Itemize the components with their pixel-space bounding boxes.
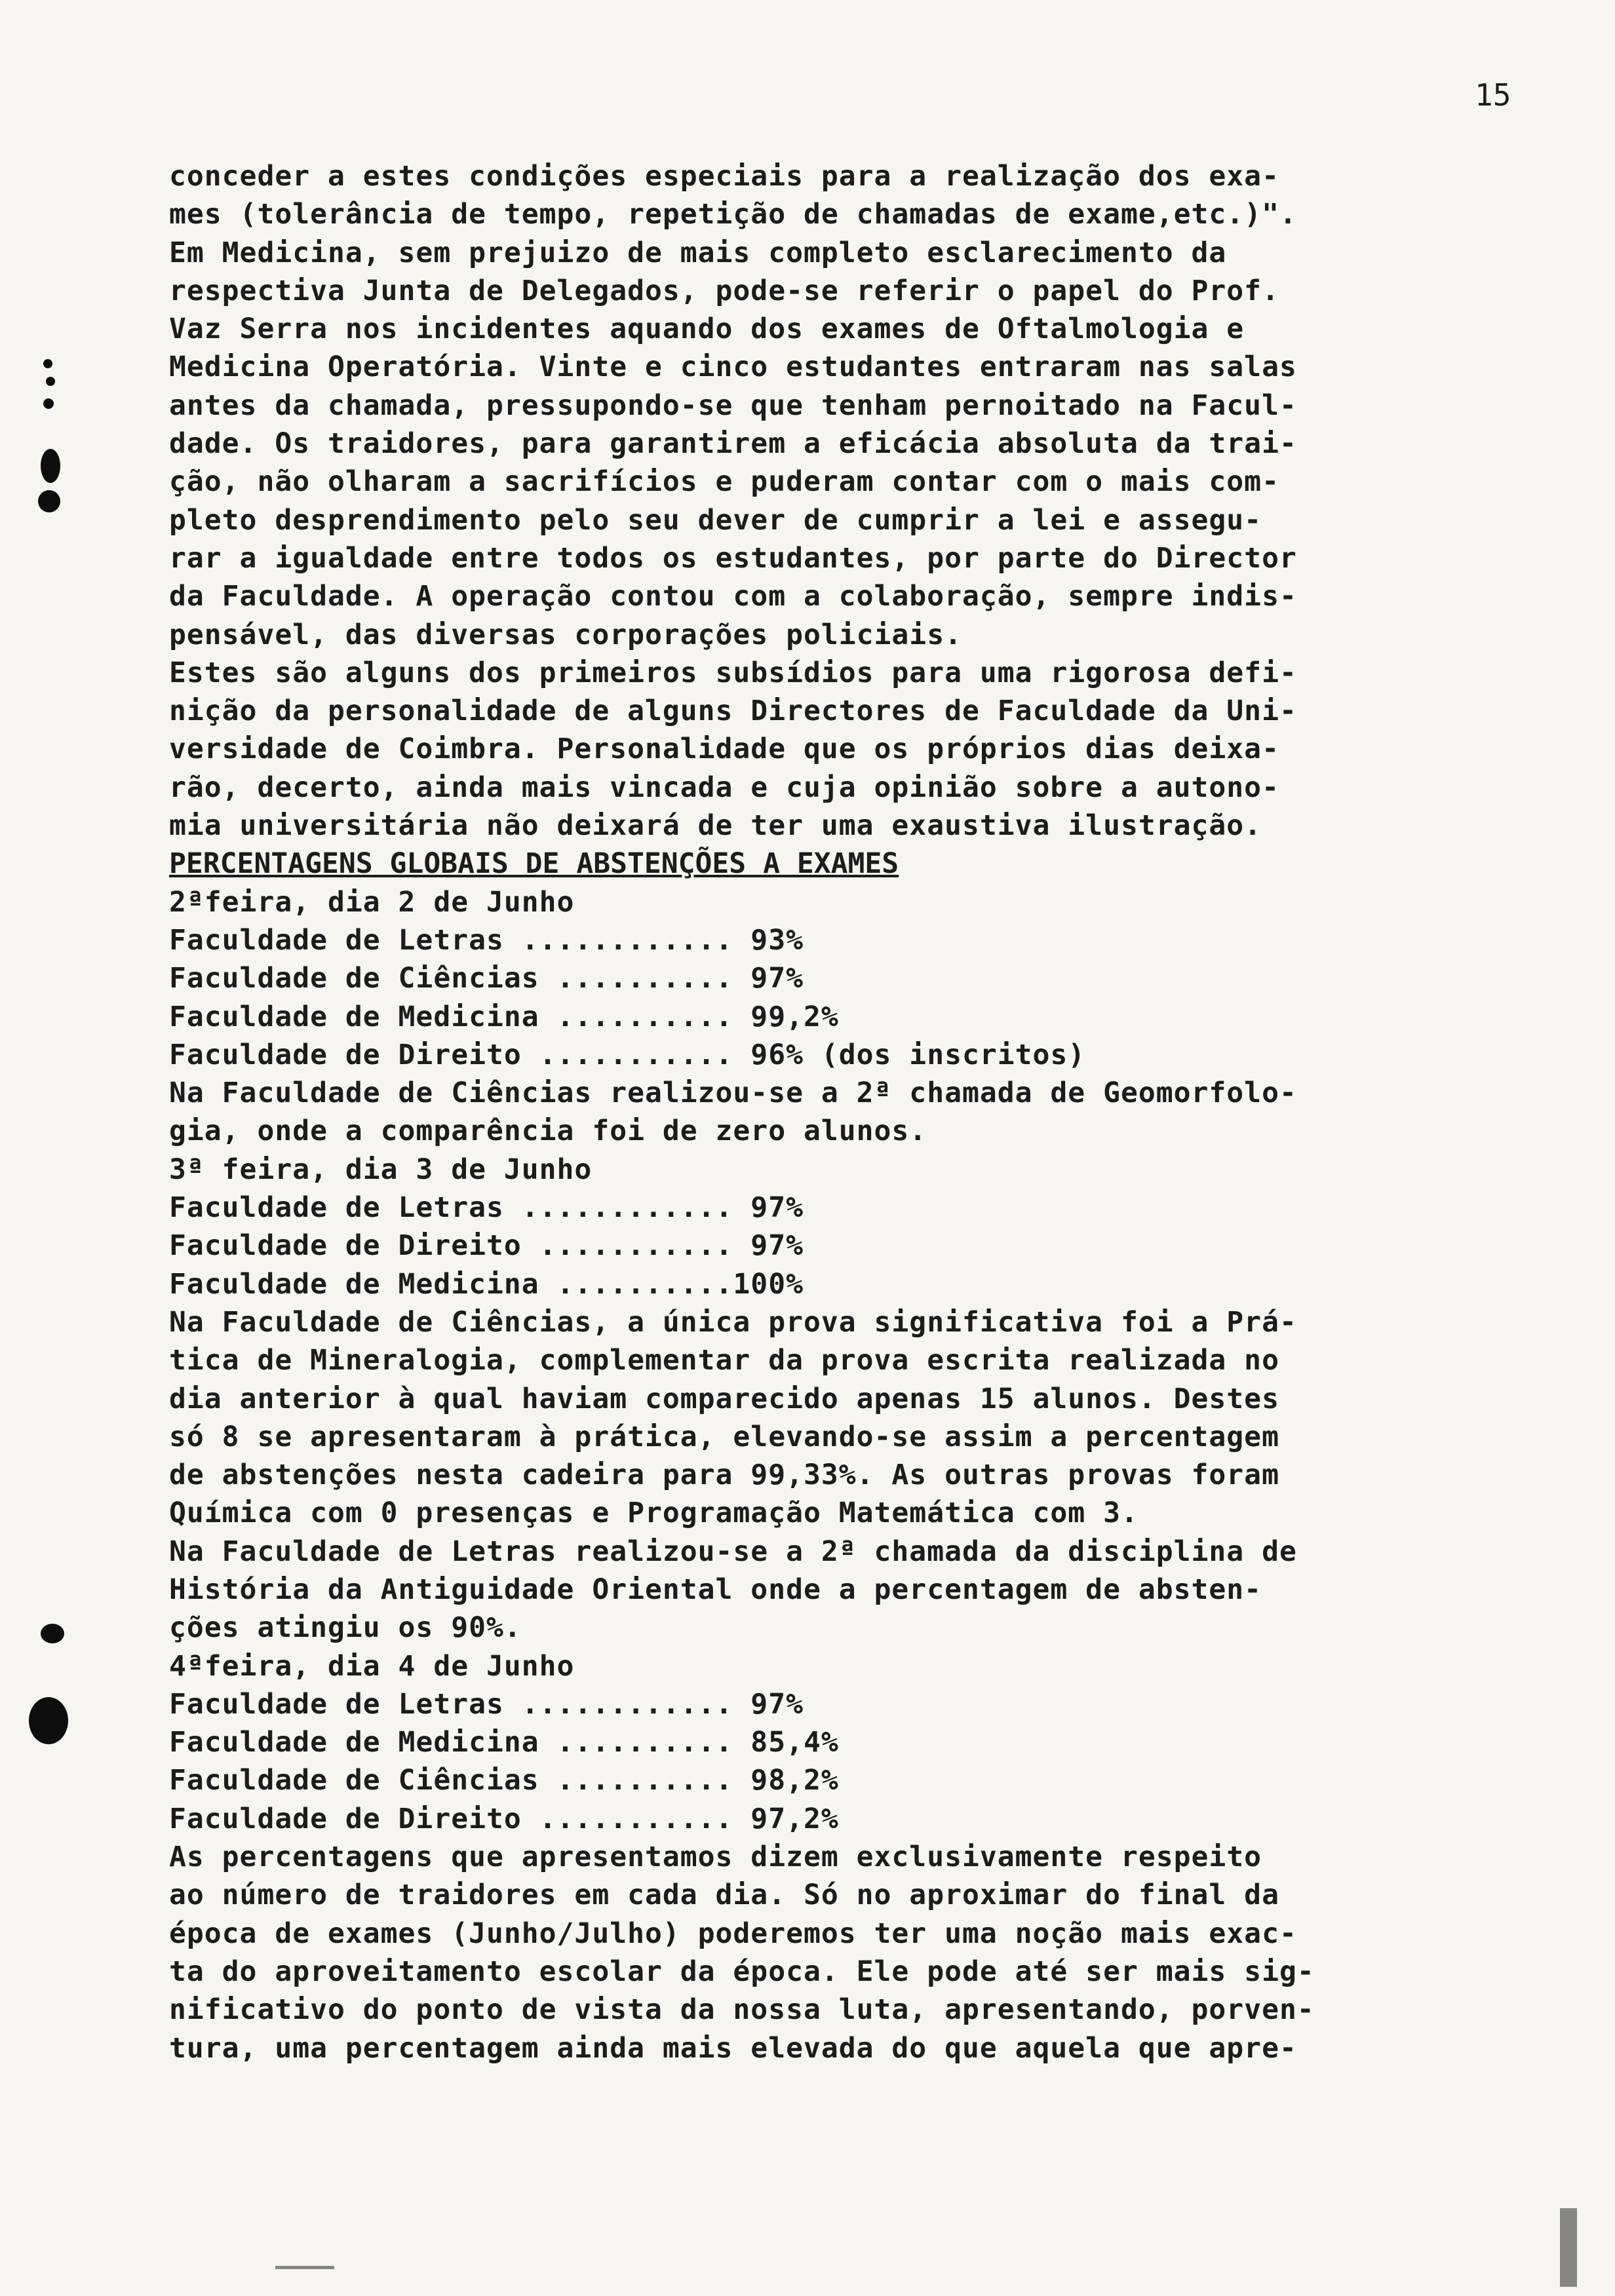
punch-hole-mark [46, 377, 55, 386]
document-text [169, 157, 1532, 2067]
text-line: Em Medicina, sem prejuizo de mais completo esclarecimento da [169, 236, 1227, 269]
text-line: gia, onde a comparência foi de zero alunos. [169, 1115, 927, 1148]
text-line: Medicina Operatória. Vinte e cinco estudantes entraram nas salas [169, 351, 1297, 384]
text-line: respectiva Junta de Delegados, pode-se referir o papel do Prof. [169, 274, 1279, 307]
punch-hole-mark [43, 398, 54, 409]
punch-hole-mark [29, 1697, 68, 1744]
text-line: de abstenções nesta cadeira para 99,33%. As outras provas foram [169, 1459, 1279, 1492]
text-line: ta do aproveitamento escolar da época. Ele pode até ser mais sig- [169, 1955, 1315, 1988]
page-number: 15 [1475, 77, 1511, 113]
stats-line: Faculdade de Medicina .......... 99,2% [169, 1000, 839, 1033]
stats-line: Faculdade de Medicina .......... 85,4% [169, 1726, 839, 1759]
text-line: Química com 0 presenças e Programação Matemática com 3. [169, 1497, 1138, 1530]
stats-line: Faculdade de Direito ........... 97,2% [169, 1802, 839, 1835]
text-line: Estes são alguns dos primeiros subsídios para uma rigorosa defi- [169, 656, 1297, 689]
stats-line: Faculdade de Letras ............ 97% [169, 1687, 804, 1721]
text-line: ção, não olharam a sacrifícios e puderam contar com o mais com- [169, 465, 1279, 499]
punch-hole-mark [38, 490, 60, 512]
scan-artifact [1560, 2208, 1577, 2287]
text-line: da Faculdade. A operação contou com a colaboração, sempre indis- [169, 580, 1297, 613]
text-line: só 8 se apresentaram à prática, elevando-se assim a percentagem [169, 1420, 1279, 1453]
text-line: Na Faculdade de Ciências realizou-se a 2ª chamada de Geomorfolo- [169, 1077, 1297, 1110]
scan-artifact [275, 2266, 334, 2269]
stats-line: Faculdade de Medicina ..........100% [169, 1267, 804, 1301]
text-line: tura, uma percentagem ainda mais elevada do que aquela que apre- [169, 2031, 1297, 2065]
text-line: nificativo do ponto de vista da nossa luta, apresentando, porven- [169, 1993, 1315, 2027]
stats-line: Faculdade de Letras ............ 97% [169, 1191, 804, 1225]
day-heading: 3ª feira, dia 3 de Junho [169, 1153, 593, 1186]
section-heading: PERCENTAGENS GLOBAIS DE ABSTENÇÕES A EXAMES [169, 847, 899, 881]
text-line: Na Faculdade de Ciências, a única prova significativa foi a Prá- [169, 1305, 1297, 1339]
punch-hole-mark [43, 359, 52, 368]
text-line: mia universitária não deixará de ter uma exaustiva ilustração. [169, 809, 1262, 843]
stats-line: Faculdade de Direito ........... 96% (dos inscritos) [169, 1038, 1086, 1071]
text-line: dade. Os traidores, para garantirem a eficácia absoluta da trai- [169, 427, 1297, 461]
text-line: nição da personalidade de alguns Directores de Faculdade da Uni- [169, 695, 1297, 728]
text-line: Vaz Serra nos incidentes aquando dos exames de Oftalmologia e [169, 313, 1245, 346]
text-line: dia anterior à qual haviam comparecido apenas 15 alunos. Destes [169, 1382, 1279, 1415]
text-line: pensável, das diversas corporações policiais. [169, 618, 962, 651]
text-line: pleto desprendimento pelo seu dever de cumprir a lei e assegu- [169, 503, 1262, 537]
text-line: rão, decerto, ainda mais vincada e cuja opinião sobre a autono- [169, 771, 1279, 804]
text-line: rar a igualdade entre todos os estudantes, por parte do Director [169, 541, 1297, 575]
text-line: mes (tolerância de tempo, repetição de chamadas de exame,etc.)". [169, 198, 1297, 231]
text-line: antes da chamada, pressupondo-se que tenham pernoitado na Facul- [169, 389, 1297, 422]
text-line: As percentagens que apresentamos dizem exclusivamente respeito [169, 1841, 1262, 1874]
text-line: ao número de traidores em cada dia. Só no aproximar do final da [169, 1879, 1279, 1912]
stats-line: Faculdade de Direito ........... 97% [169, 1229, 804, 1263]
stats-line: Faculdade de Letras ............ 93% [169, 923, 804, 957]
text-line: conceder a estes condições especiais para a realização dos exa- [169, 160, 1279, 193]
stats-line: Faculdade de Ciências .......... 98,2% [169, 1764, 839, 1797]
punch-hole-mark [41, 1624, 64, 1643]
text-line: época de exames (Junho/Julho) poderemos ter uma noção mais exac- [169, 1917, 1297, 1950]
day-heading: 4ªfeira, dia 4 de Junho [169, 1649, 575, 1683]
text-line: Na Faculdade de Letras realizou-se a 2ª chamada da disciplina de [169, 1535, 1297, 1568]
text-line: versidade de Coimbra. Personalidade que os próprios dias deixa- [169, 733, 1279, 766]
stats-line: Faculdade de Ciências .......... 97% [169, 962, 804, 995]
text-line: História da Antiguidade Oriental onde a percentagem de absten- [169, 1573, 1262, 1606]
day-heading: 2ªfeira, dia 2 de Junho [169, 885, 575, 919]
punch-hole-mark [41, 449, 60, 483]
text-line: tica de Mineralogia, complementar da prova escrita realizada no [169, 1344, 1279, 1377]
text-line: ções atingiu os 90%. [169, 1611, 522, 1645]
